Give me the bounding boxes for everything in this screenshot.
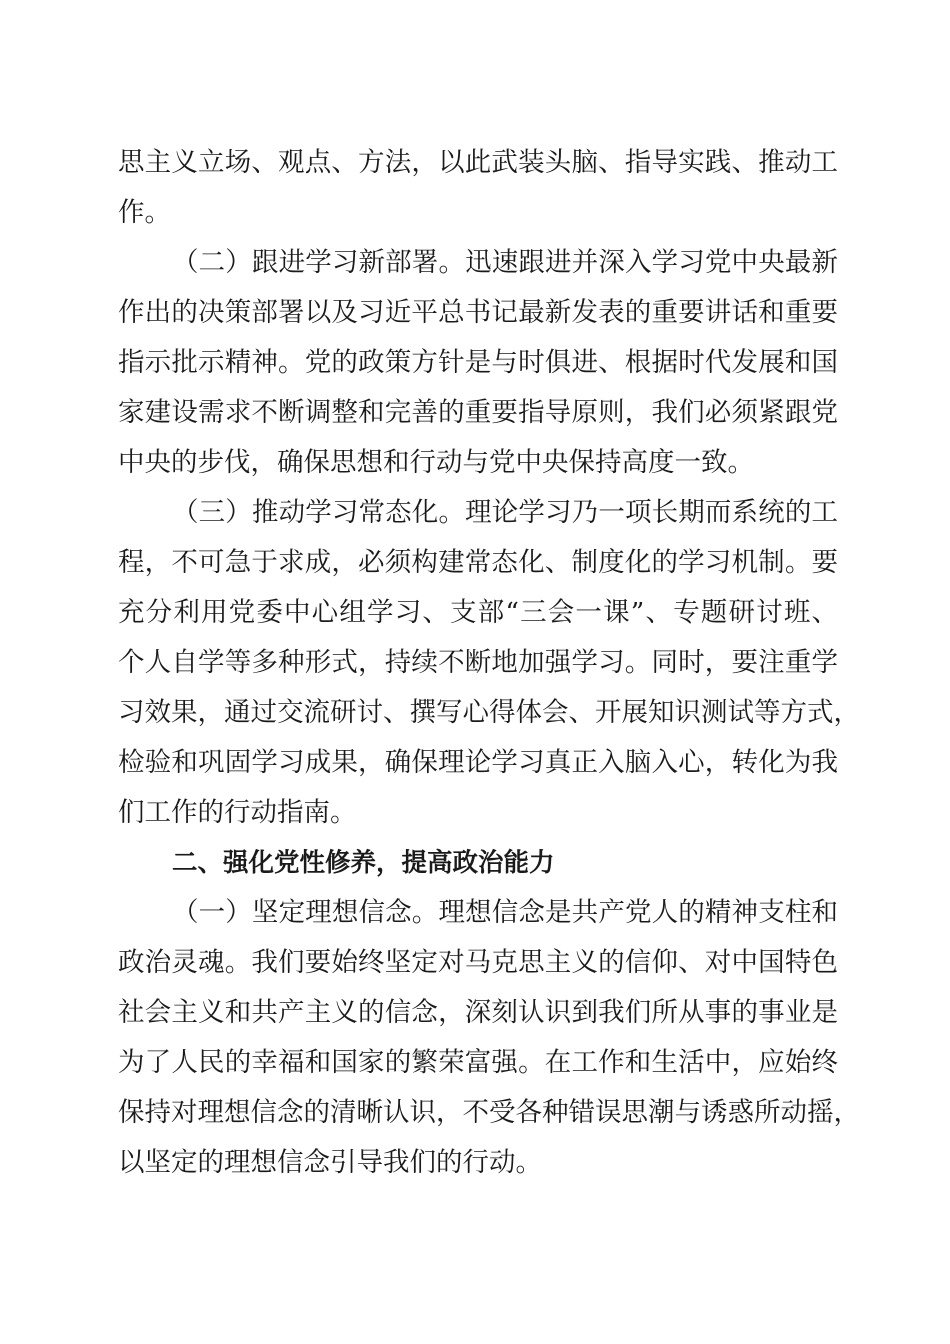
paragraph-line: 充分利用党委中心组学习、支部“三会一课”、专题研讨班、 [118, 597, 838, 628]
paragraph-line: 社会主义和共产主义的信念，深刻认识到我们所从事的事业是 [118, 997, 838, 1028]
paragraph-line: 中央的步伐，确保思想和行动与党中央保持高度一致。 [118, 447, 754, 478]
paragraph-line: 指示批示精神。党的政策方针是与时俱进、根据时代发展和国 [118, 347, 838, 378]
paragraph-line: 作出的决策部署以及习近平总书记最新发表的重要讲话和重要 [118, 297, 838, 328]
paragraph-line: 保持对理想信念的清晰认识，不受各种错误思潮与诱惑所动摇， [118, 1097, 860, 1128]
paragraph-line: 习效果，通过交流研讨、撰写心得体会、开展知识测试等方式， [118, 697, 860, 728]
paragraph-line: （二）跟进学习新部署。迅速跟进并深入学习党中央最新 [172, 247, 838, 278]
paragraph-line: 们工作的行动指南。 [118, 797, 357, 828]
paragraph-line: 检验和巩固学习成果，确保理论学习真正入脑入心，转化为我 [118, 747, 838, 778]
paragraph-line: （一）坚定理想信念。理想信念是共产党人的精神支柱和 [172, 897, 838, 928]
paragraph-line: 为了人民的幸福和国家的繁荣富强。在工作和生活中，应始终 [118, 1047, 838, 1078]
paragraph-line: 作。 [118, 197, 171, 228]
paragraph-line: 以坚定的理想信念引导我们的行动。 [118, 1147, 542, 1178]
paragraph-line: （三）推动学习常态化。理论学习乃一项长期而系统的工 [172, 497, 838, 528]
paragraph-line: 程，不可急于求成，必须构建常态化、制度化的学习机制。要 [118, 547, 838, 578]
section-heading: 二、强化党性修养，提高政治能力 [172, 848, 555, 878]
paragraph-line: 思主义立场、观点、方法，以此武装头脑、指导实践、推动工 [118, 147, 838, 178]
paragraph-line: 家建设需求不断调整和完善的重要指导原则，我们必须紧跟党 [118, 397, 838, 428]
paragraph-line: 政治灵魂。我们要始终坚定对马克思主义的信仰、对中国特色 [118, 947, 838, 978]
paragraph-line: 个人自学等多种形式，持续不断地加强学习。同时，要注重学 [118, 647, 838, 678]
